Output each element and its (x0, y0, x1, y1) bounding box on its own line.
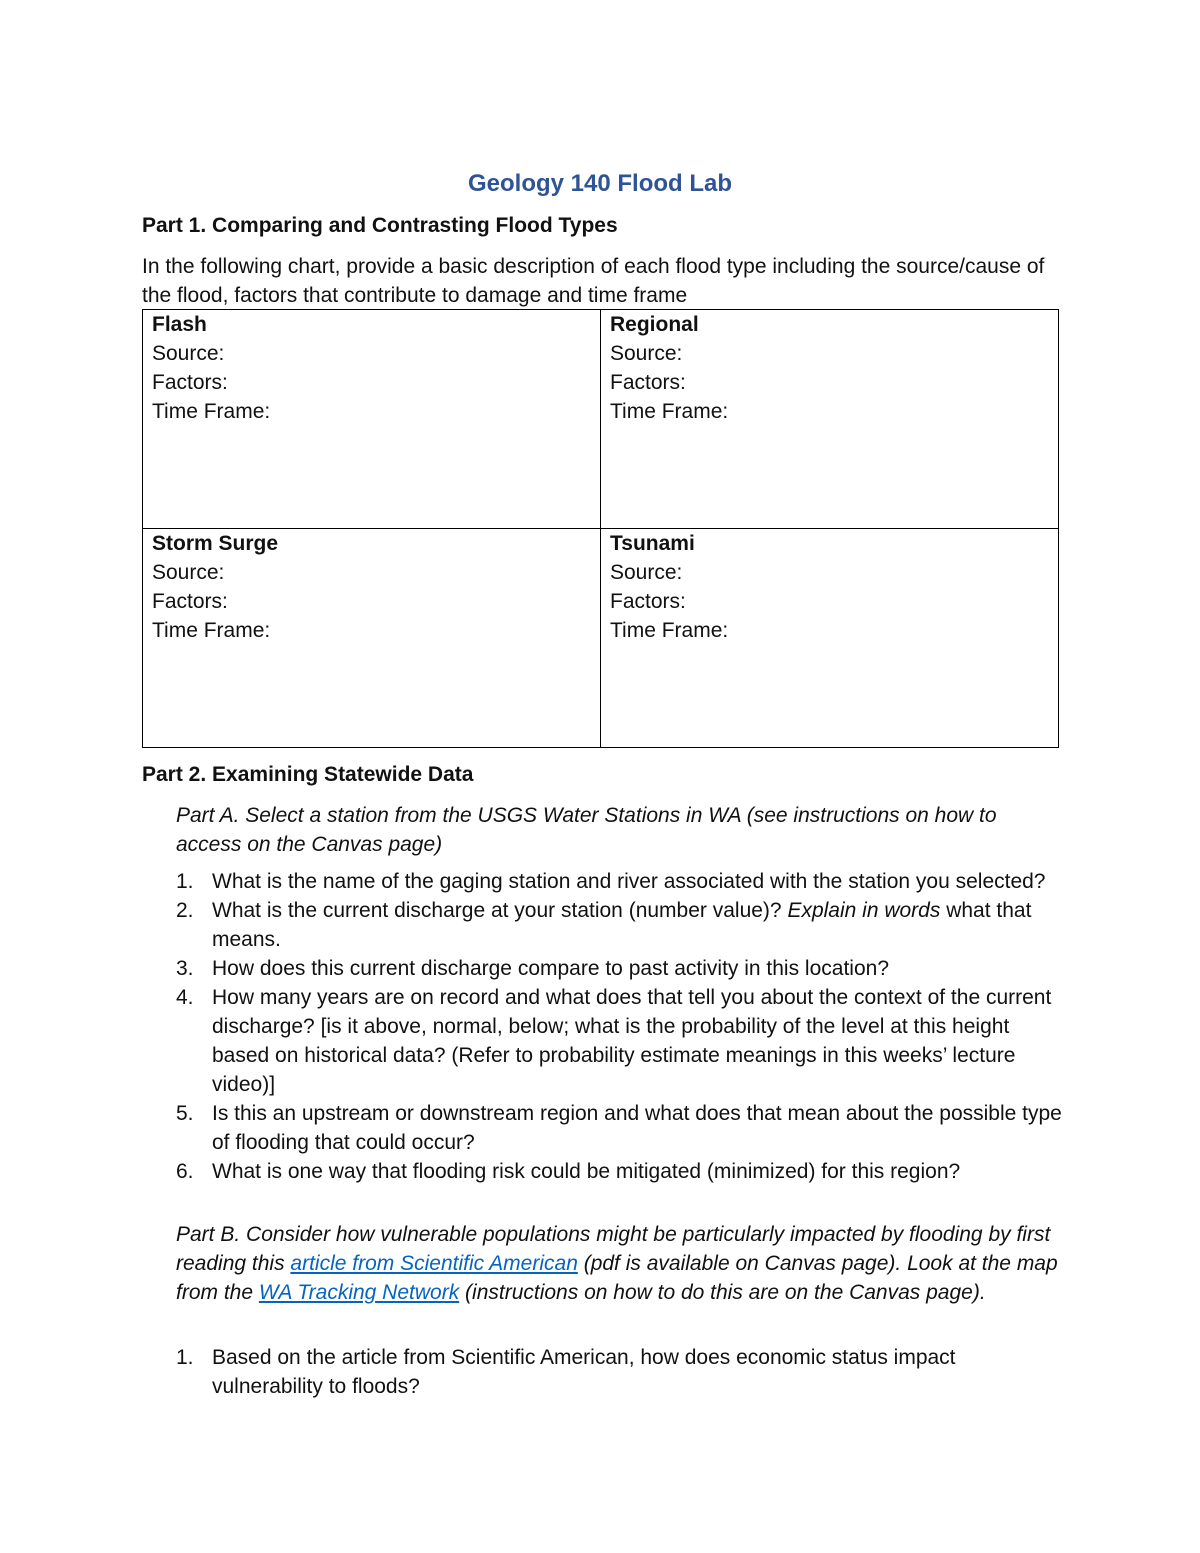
time-frame-label: Time Frame: (610, 619, 729, 642)
question-number: 2. (176, 899, 194, 922)
part2-heading: Part 2. Examining Statewide Data (142, 763, 474, 786)
flood-cell-storm-surge[interactable] (143, 529, 601, 748)
flood-type-title: Tsunami (610, 532, 695, 555)
part1-heading: Part 1. Comparing and Contrasting Flood Types (142, 214, 618, 237)
time-frame-label: Time Frame: (152, 619, 271, 642)
question-text: What is one way that flooding risk could be mitigated (minimized) for this region? (212, 1160, 961, 1183)
list-item (176, 867, 1066, 896)
part-a-questions (176, 867, 1066, 1186)
part1-intro: In the following chart, provide a basic description of each flood type including the source/cause of the flood, factors that contribute to damage and time frame (142, 255, 1045, 307)
source-label: Source: (152, 342, 225, 365)
question-text: Based on the article from Scientific American, how does economic status impact vulnerability to floods? (212, 1346, 956, 1398)
source-label: Source: (152, 561, 225, 584)
source-label: Source: (610, 561, 683, 584)
time-frame-label: Time Frame: (610, 400, 729, 423)
part-b-instructions (176, 1220, 1066, 1307)
question-number: 4. (176, 986, 194, 1009)
question-number: 3. (176, 957, 194, 980)
flood-cell-regional[interactable] (601, 310, 1059, 529)
flood-type-title: Regional (610, 313, 699, 336)
wa-tracking-network-link[interactable]: WA Tracking Network (258, 1281, 460, 1304)
question-text-end: what that means. (212, 899, 1032, 951)
scientific-american-article-link[interactable]: article from Scientific American (290, 1252, 578, 1275)
list-item (176, 1099, 1066, 1157)
question-text: How does this current discharge compare to past activity in this location? (212, 957, 889, 980)
list-item (176, 1157, 1066, 1186)
part-a-instructions: Part A. Select a station from the USGS Water Stations in WA (see instructions on how to access on the Canvas page) (176, 804, 997, 856)
question-text-start: What is the current discharge at your station (number value)? (212, 899, 788, 922)
question-number: 1. (176, 1346, 194, 1369)
flood-type-title: Flash (152, 313, 207, 336)
list-item (176, 1343, 1066, 1401)
part-b-text-middle: (pdf is available on Canvas page). Look at the map from the (176, 1252, 1058, 1304)
list-item (176, 896, 1066, 954)
question-text: How many years are on record and what does that tell you about the context of the current discharge? [is it above, normal, below; what is the probability of the level at this height based on historical data? (Refer to probability estimate meanings in this weeks’ lecture video)] (212, 986, 1052, 1096)
question-number: 5. (176, 1102, 194, 1125)
factors-label: Factors: (152, 590, 228, 613)
time-frame-label: Time Frame: (152, 400, 271, 423)
part-b-questions (176, 1343, 1066, 1401)
factors-label: Factors: (610, 590, 686, 613)
question-text: Is this an upstream or downstream region and what does that mean about the possible type of flooding that could occur? (212, 1102, 1062, 1154)
page-title: Geology 140 Flood Lab (467, 170, 733, 197)
flood-types-table (142, 309, 1059, 748)
factors-label: Factors: (152, 371, 228, 394)
flood-cell-tsunami[interactable] (601, 529, 1059, 748)
list-item (176, 954, 1066, 983)
source-label: Source: (610, 342, 683, 365)
question-text-emphasis: Explain in words (787, 899, 941, 922)
question-number: 1. (176, 870, 194, 893)
flood-type-title: Storm Surge (152, 532, 279, 555)
factors-label: Factors: (610, 371, 686, 394)
flood-cell-flash[interactable] (143, 310, 601, 529)
part-b-text-start: Part B. Consider how vulnerable populations might be particularly impacted by flooding by first reading this (176, 1223, 1051, 1275)
part-b-text-end: (instructions on how to do this are on the Canvas page). (459, 1281, 986, 1304)
list-item (176, 983, 1066, 1099)
question-number: 6. (176, 1160, 194, 1183)
question-text: What is the name of the gaging station and river associated with the station you selected? (212, 870, 1046, 893)
